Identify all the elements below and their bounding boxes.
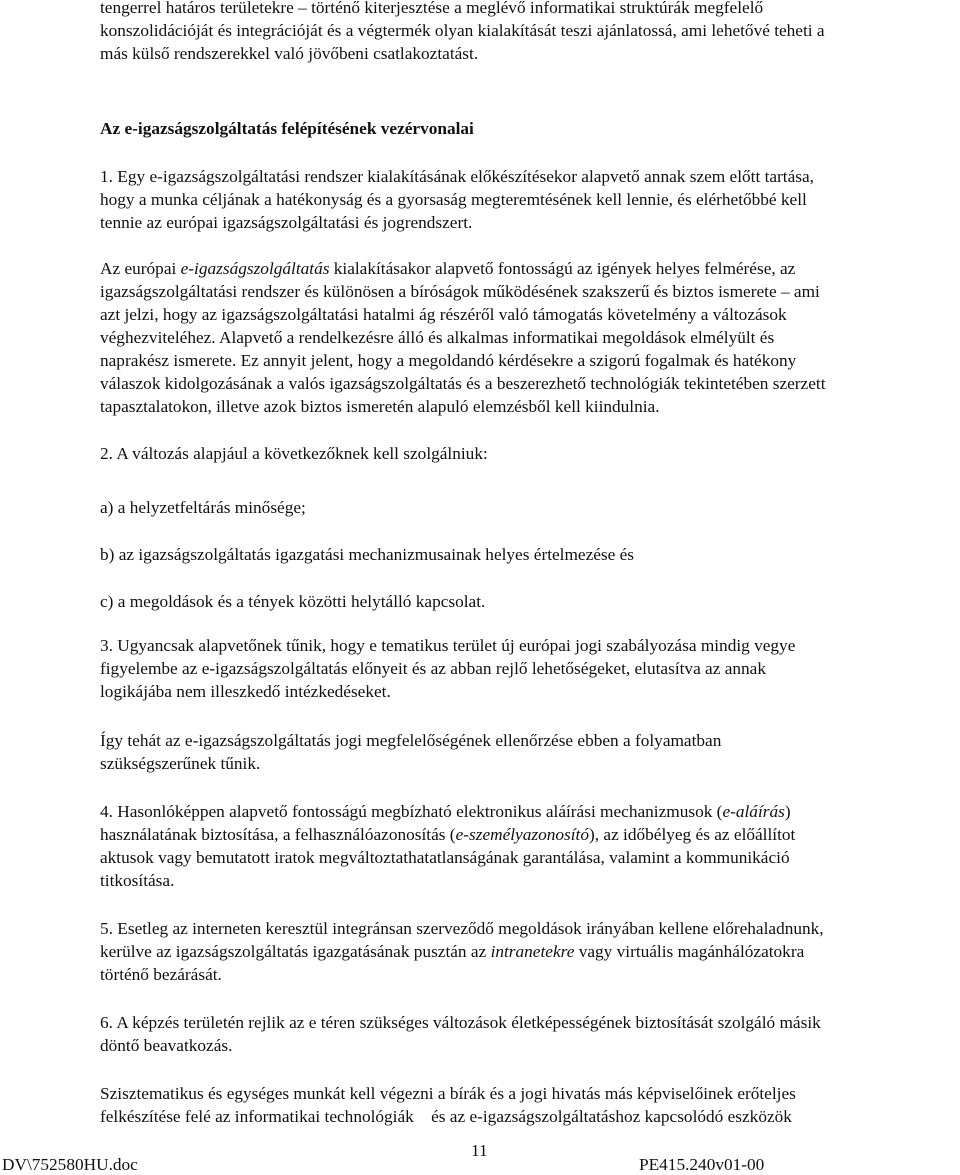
text-line: titkosítása. (100, 871, 175, 890)
text-line: 6. A képzés területén rejlik az e téren szükséges változások életképességének biztosítását szolgáló másik (100, 1013, 821, 1032)
text-run: kialakításakor alapvető fontosságú az igények helyes felmérése, az (329, 259, 796, 278)
text-line (100, 800, 958, 823)
paragraph-5 (100, 729, 958, 775)
text-line: Így tehát az e-igazságszolgáltatás jogi megfelelőségének ellenőrzése ebben a folyamatban (100, 731, 722, 750)
text-line: tengerrel határos területekre – történő kiterjesztése a meglévő informatikai struktúrák megfelelő (100, 0, 764, 17)
text-line (100, 257, 958, 280)
text-line (100, 823, 958, 846)
text-line: válaszok kidolgozásának a valós igazságszolgáltatás és a beszerezhető technológiák tekintetében szerzett (100, 374, 826, 393)
text-line: történő bezárását. (100, 965, 222, 984)
paragraph-8 (100, 1011, 958, 1057)
list-item-b: b) az igazságszolgáltatás igazgatási mechanizmusainak helyes értelmezése és (100, 545, 635, 564)
text-line: szükségszerűnek tűnik. (100, 754, 261, 773)
text-run: használatának biztosítása, a felhasználóazonosítás ( (100, 825, 456, 844)
list-item-c: c) a megoldások és a tények közötti helytálló kapcsolat. (100, 592, 486, 611)
text-line: hogy a munka céljának a hatékonyság és a gyorsaság megteremtésének kell lennie, és elérhetőbbé kell (100, 190, 807, 209)
text-line: naprakész ismerete. Ez annyit jelent, hogy a megoldandó kérdésekre a szigorú fogalmak és hatékony (100, 351, 797, 370)
paragraph-9 (100, 1082, 958, 1128)
text-line: felkészítése felé az informatikai technológiák és az e-igazságszolgáltatáshoz kapcsolódó eszközök (100, 1107, 792, 1126)
text-line: azt jelzi, hogy az igazságszolgáltatási hatalmi ág részéről való támogatás követelmény a változások (100, 305, 787, 324)
text-run: ), az időbélyeg és az előállítot (589, 825, 796, 844)
paragraph-7 (100, 917, 958, 986)
text-run: Az európai (100, 259, 181, 278)
paragraph-6 (100, 800, 958, 892)
text-line: logikájába nem illeszkedő intézkedéseket. (100, 682, 391, 701)
footer-document-id: DV\752580HU.doc (2, 1155, 138, 1174)
text-line: aktusok vagy bemutatott iratok megváltoztathatatlanságának garantálása, valamint a kommunikáció (100, 848, 790, 867)
text-run: 4. Hasonlóképpen alapvető fontosságú megbízható elektronikus aláírási mechanizmusok ( (100, 802, 723, 821)
italic-term: e-személyazonosító (455, 825, 589, 844)
text-line: tapasztalatokon, illetve azok biztos ismeretén alapuló elemzésből kell kiindulnia. (100, 397, 660, 416)
footer-reference: PE415.240v01-00 (639, 1155, 765, 1174)
paragraph-4 (100, 634, 958, 703)
italic-term: intranetekre (490, 942, 575, 961)
text-run: vagy virtuális magánhálózatokra (574, 942, 805, 961)
section-heading: Az e-igazságszolgáltatás felépítésének vezérvonalai (100, 119, 474, 138)
text-line: 5. Esetleg az interneten keresztül integránsan szerveződő megoldások irányában kellene előrehaladnunk, (100, 919, 824, 938)
text-line: figyelembe az e-igazságszolgáltatás előnyeit és az abban rejlő lehetőségeket, elutasítva az annak (100, 659, 766, 678)
text-line: igazságszolgáltatási rendszer és különösen a bíróságok működésének szakszerű és biztos ismerete – ami (100, 282, 820, 301)
text-line: konszolidációját és integrációját és a végtermék olyan kialakítását teszi ajánlatossá, ami lehetővé teheti a (100, 21, 825, 40)
text-line: 3. Ugyancsak alapvetőnek tűnik, hogy e tematikus terület új európai jogi szabályozása mindig vegye (100, 636, 796, 655)
text-line: Szisztematikus és egységes munkát kell végezni a bírák és a jogi hivatás más képviselőinek erőteljes (100, 1084, 796, 1103)
text-line: véghezviteléhez. Alapvető a rendelkezésre álló és alkalmas informatikai megoldások elmélyült és (100, 328, 775, 347)
text-line: más külső rendszerekkel való jövőbeni csatlakoztatást. (100, 44, 479, 63)
italic-term: e-igazságszolgáltatás (180, 259, 330, 278)
text-line: tennie az európai igazságszolgáltatási és jogrendszert. (100, 213, 473, 232)
text-run: ) (784, 802, 791, 821)
italic-term: e-aláírás (722, 802, 785, 821)
footer-page-number: 11 (471, 1141, 488, 1160)
paragraph-1 (100, 165, 958, 234)
intro-paragraph (100, 0, 958, 65)
paragraph-2 (100, 257, 958, 418)
text-line: 1. Egy e-igazságszolgáltatási rendszer kialakításának előkészítésekor alapvető annak szem előtt tartása, (100, 167, 814, 186)
text-line (100, 940, 958, 963)
paragraph-3: 2. A változás alapjául a következőknek kell szolgálniuk: (100, 444, 488, 463)
text-line: döntő beavatkozás. (100, 1036, 233, 1055)
list-item-a: a) a helyzetfeltárás minősége; (100, 498, 306, 517)
text-run: kerülve az igazságszolgáltatás igazgatásának pusztán az (100, 942, 491, 961)
